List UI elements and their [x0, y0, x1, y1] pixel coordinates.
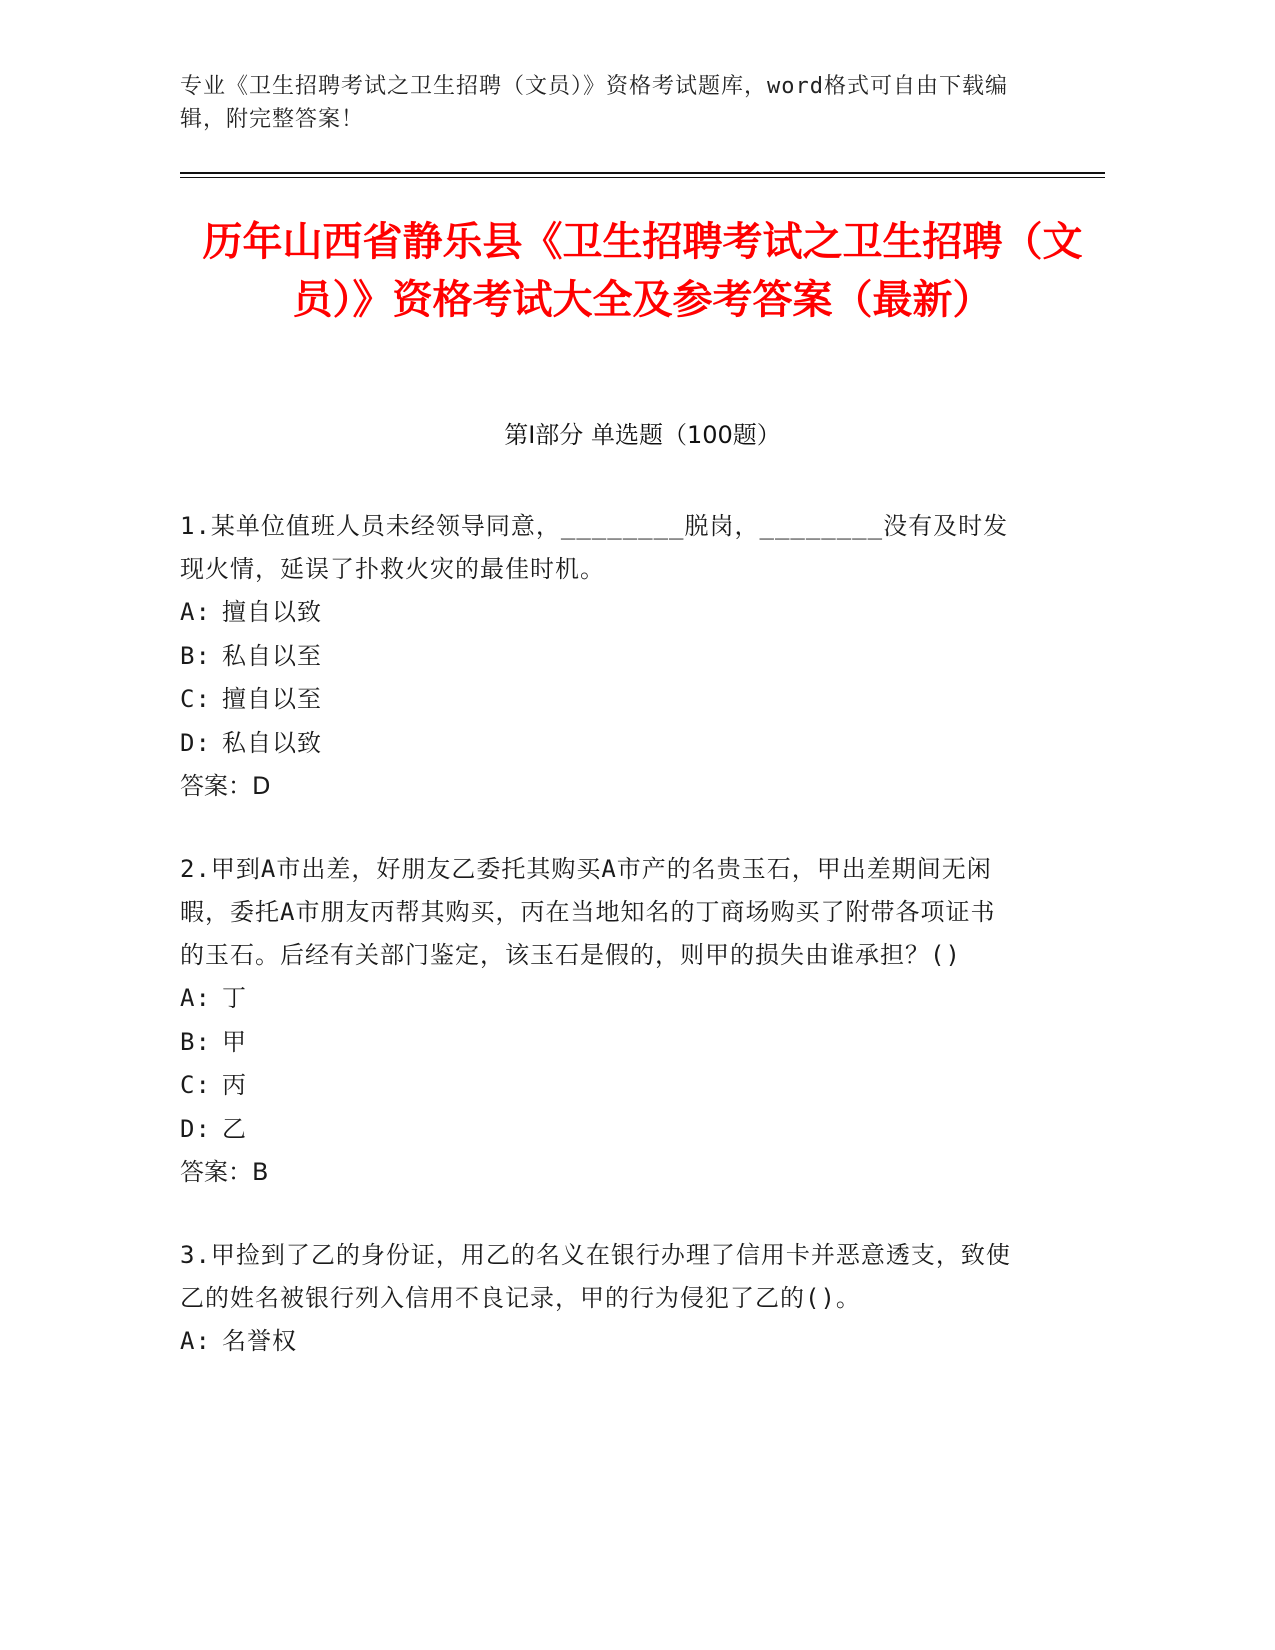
option-b	[180, 1021, 1015, 1065]
option-text: 私自以至	[222, 641, 322, 670]
header-note: 专业《卫生招聘考试之卫生招聘（文员）》资格考试题库，word格式可自由下载编辑，附完整答案！	[180, 74, 1008, 132]
option-d	[180, 722, 1015, 766]
option-letter: B:	[180, 1027, 211, 1056]
option-text: 名誉权	[222, 1327, 297, 1355]
option-text: 私自以致	[222, 728, 322, 757]
option-text: 丙	[222, 1071, 247, 1099]
option-text: 擅自以至	[222, 685, 322, 713]
option-c	[180, 678, 1015, 722]
option-letter: A:	[180, 1327, 211, 1355]
question-2	[180, 848, 1015, 1194]
option-letter: D:	[180, 728, 211, 757]
option-text: 甲	[222, 1027, 247, 1056]
option-text: 擅自以致	[222, 598, 322, 626]
option-text: 丁	[222, 984, 247, 1012]
question-1	[180, 505, 1015, 808]
question-text: 3.甲捡到了乙的身份证，用乙的名义在银行办理了信用卡并恶意透支，致使乙的姓名被银行列入信用不良记录，甲的行为侵犯了乙的()。	[180, 1241, 1011, 1312]
option-letter: C:	[180, 685, 211, 713]
option-d	[180, 1108, 1015, 1152]
option-c	[180, 1064, 1015, 1108]
option-a	[180, 977, 1015, 1021]
option-a	[180, 1320, 1015, 1364]
option-text: 乙	[222, 1114, 247, 1143]
answer-line: 答案：D	[180, 772, 271, 800]
header-divider-thin	[180, 177, 1105, 178]
question-text: 1.某单位值班人员未经领导同意，________脱岗，________没有及时发现火情，延误了扑救火灾的最佳时机。	[180, 512, 1009, 583]
document-title: 历年山西省静乐县《卫生招聘考试之卫生招聘（文员）》资格考试大全及参考答案（最新）	[202, 219, 1083, 323]
option-letter: C:	[180, 1071, 211, 1099]
question-list	[180, 505, 1015, 1404]
option-letter: A:	[180, 598, 211, 626]
answer-line: 答案：B	[180, 1158, 269, 1186]
question-text: 2.甲到A市出差，好朋友乙委托其购买A市产的名贵玉石，甲出差期间无闲暇，委托A市朋友丙帮其购买，丙在当地知名的丁商场购买了附带各项证书的玉石。后经有关部门鉴定，该玉石是假的，则甲的损失由谁承担？()	[180, 855, 996, 969]
option-letter: D:	[180, 1114, 211, 1143]
option-letter: B:	[180, 641, 211, 670]
question-3	[180, 1234, 1015, 1364]
header-divider	[180, 172, 1105, 174]
section-heading: 第Ⅰ部分 单选题（100题）	[504, 421, 781, 449]
option-a	[180, 591, 1015, 635]
option-letter: A:	[180, 984, 211, 1012]
option-b	[180, 635, 1015, 679]
